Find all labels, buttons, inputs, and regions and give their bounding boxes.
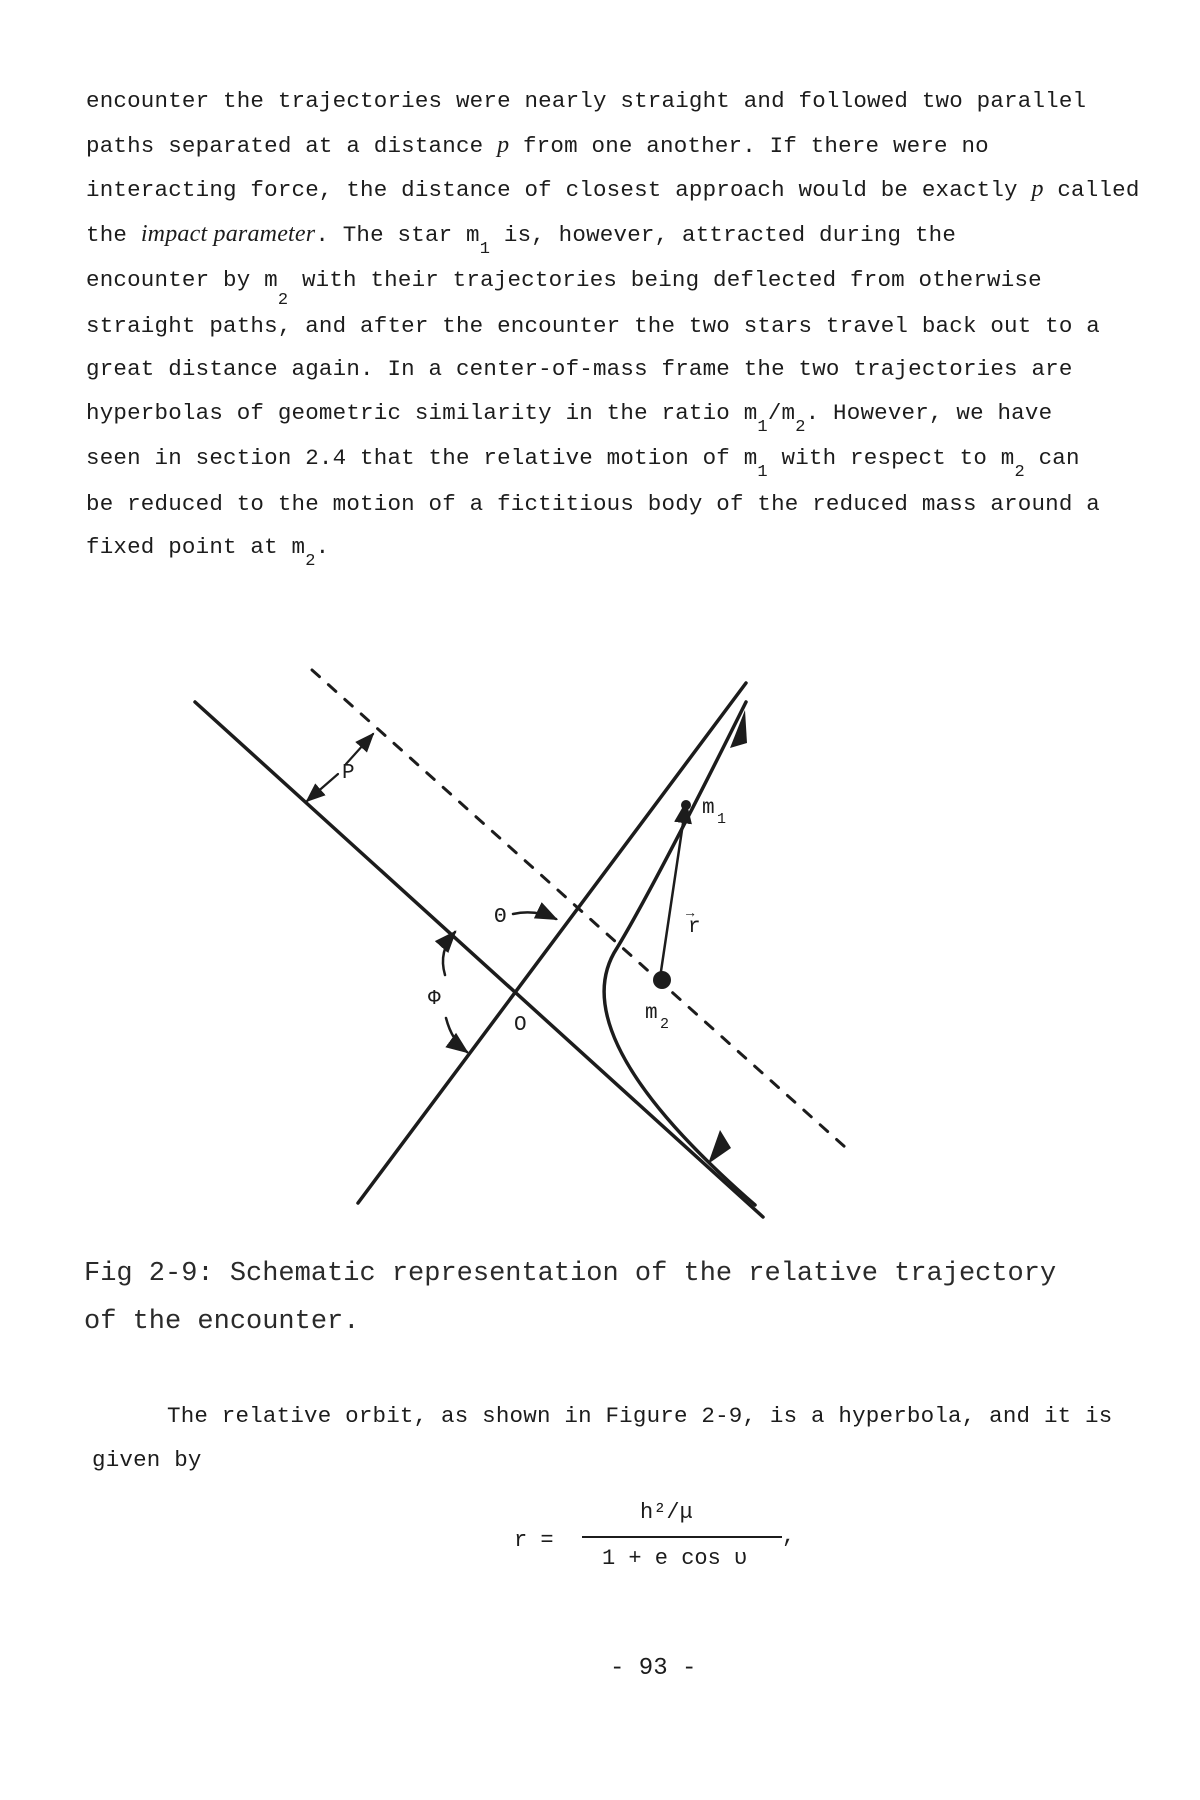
text-run: is, however, attracted during the bbox=[490, 221, 957, 248]
label-r: r bbox=[688, 916, 701, 939]
asymptote-line bbox=[195, 702, 763, 1217]
text-run: encounter by m bbox=[86, 267, 278, 293]
term-impact-parameter: impact parameter bbox=[140, 220, 316, 247]
subscript: 2 bbox=[795, 417, 806, 437]
body-paragraph-top bbox=[86, 80, 1166, 572]
equation-denominator: 1 + e cos υ bbox=[602, 1546, 748, 1571]
label-r-vector-arrow: → bbox=[686, 906, 695, 922]
text-run: with their trajectories being deflected from otherwise bbox=[288, 267, 1042, 293]
label-origin: O bbox=[514, 1014, 527, 1037]
equation-comma: , bbox=[782, 1524, 796, 1549]
subscript: 1 bbox=[757, 417, 768, 437]
text-line bbox=[86, 437, 1166, 483]
text-line: The relative orbit, as shown in Figure 2-9, is a hyperbola, and it is bbox=[167, 1403, 1113, 1429]
label-m2-subscript: 2 bbox=[660, 1016, 670, 1033]
text-line bbox=[86, 124, 1166, 169]
label-phi: Φ bbox=[428, 988, 441, 1011]
theta-angle-arrow bbox=[513, 912, 556, 919]
figure-caption bbox=[84, 1250, 1184, 1346]
position-vector-r bbox=[660, 803, 686, 978]
hyperbola-equation bbox=[500, 1500, 840, 1580]
text-line: given by bbox=[92, 1446, 202, 1473]
asymptote-line bbox=[358, 683, 746, 1203]
text-run: from one another. If there were no bbox=[509, 132, 989, 159]
text-run: seen in section 2.4 that the relative motion of m bbox=[86, 445, 758, 471]
impact-parameter-arrow bbox=[346, 734, 373, 764]
text-run: the bbox=[86, 221, 141, 248]
label-p: P bbox=[342, 762, 355, 785]
fraction-bar bbox=[582, 1536, 782, 1538]
text-line bbox=[86, 259, 1166, 310]
text-line bbox=[86, 80, 1166, 124]
text-line bbox=[86, 213, 1166, 260]
equation-numerator: h²/μ bbox=[640, 1500, 693, 1525]
text-run: . bbox=[315, 534, 330, 560]
caption-line: of the encounter. bbox=[84, 1307, 360, 1337]
text-run: . The star m bbox=[315, 221, 480, 248]
caption-line: Fig 2-9: Schematic representation of the relative trajectory bbox=[84, 1259, 1057, 1289]
body-paragraph-bottom bbox=[92, 1395, 1172, 1482]
phi-angle-arrow bbox=[446, 1018, 467, 1052]
subscript: 1 bbox=[479, 239, 491, 259]
text-line bbox=[86, 392, 1166, 438]
text-line bbox=[86, 168, 1166, 213]
text-line bbox=[86, 526, 1166, 572]
trajectory-direction-arrow bbox=[708, 1130, 731, 1164]
dashed-reference-line bbox=[312, 670, 845, 1147]
text-run: be reduced to the motion of a fictitious body of the reduced mass around a bbox=[86, 490, 1100, 517]
text-run: with respect to m bbox=[767, 445, 1015, 471]
label-m1-subscript: 1 bbox=[717, 811, 727, 828]
figure-2-9-diagram bbox=[0, 640, 1200, 1230]
subscript: 1 bbox=[757, 463, 768, 482]
text-run: /m bbox=[767, 399, 796, 426]
page-number: - 93 - bbox=[610, 1655, 697, 1682]
point-m1 bbox=[681, 800, 691, 810]
text-run: hyperbolas of geometric similarity in the ratio m bbox=[86, 399, 758, 426]
subscript: 2 bbox=[305, 552, 316, 571]
text-line bbox=[86, 348, 1166, 392]
symbol-p: p bbox=[1031, 176, 1044, 202]
text-run: can bbox=[1024, 445, 1080, 471]
text-line bbox=[86, 305, 1166, 349]
label-m1: m bbox=[702, 797, 715, 820]
equation-lhs: r = bbox=[514, 1528, 554, 1553]
text-run: paths separated at a distance bbox=[86, 132, 498, 159]
text-run: fixed point at m bbox=[86, 534, 306, 560]
point-m2 bbox=[653, 971, 671, 989]
symbol-p: p bbox=[497, 131, 510, 158]
text-run: interacting force, the distance of closest approach would be exactly bbox=[86, 177, 1032, 203]
text-run: great distance again. In a center-of-mass frame the two trajectories are bbox=[86, 356, 1073, 382]
subscript: 2 bbox=[277, 291, 289, 310]
impact-parameter-arrow bbox=[307, 774, 338, 801]
label-theta: Θ bbox=[494, 906, 507, 929]
text-run: straight paths, and after the encounter the two stars travel back out to a bbox=[86, 312, 1100, 339]
label-m2: m bbox=[645, 1002, 658, 1025]
text-run: encounter the trajectories were nearly straight and followed two parallel bbox=[86, 88, 1087, 114]
text-run: called bbox=[1043, 177, 1140, 203]
text-run: . However, we have bbox=[805, 399, 1053, 426]
text-line bbox=[86, 483, 1166, 527]
subscript: 2 bbox=[1014, 463, 1025, 482]
